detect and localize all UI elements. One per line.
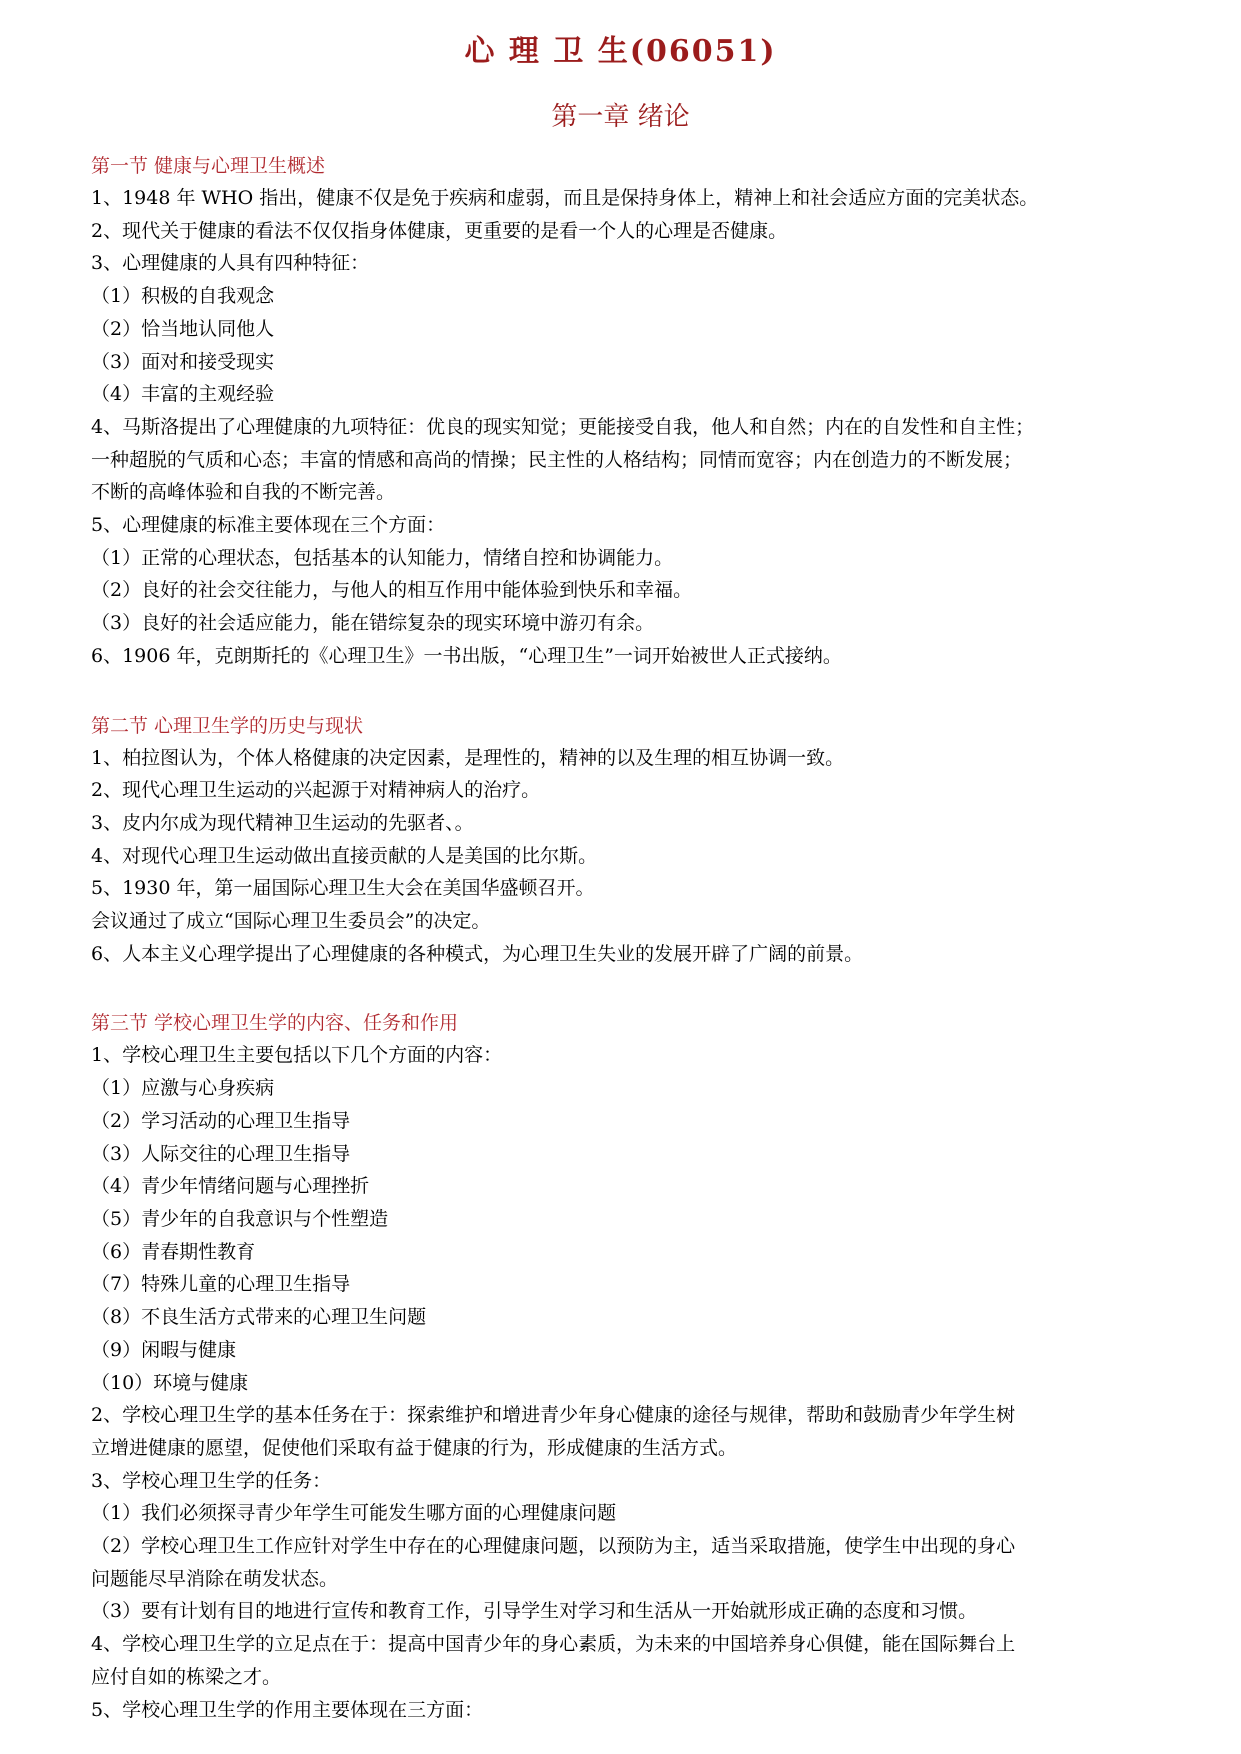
text-line: 1、1948 年 WHO 指出，健康不仅是免于疾病和虚弱，而且是保持身体上，精神上和社会适应方面的完美状态。 xyxy=(91,187,1039,209)
text-line: （5）青少年的自我意识与个性塑造 xyxy=(91,1207,389,1230)
section-heading: 第一节 健康与心理卫生概述 xyxy=(91,155,326,177)
text-line: 4、马斯洛提出了心理健康的九项特征：优良的现实知觉；更能接受自我，他人和自然；内在的自发性和自主性； xyxy=(91,415,1035,438)
text-line: 问题能尽早消除在萌发状态。 xyxy=(91,1567,339,1590)
document-title: 心 理 卫 生(06051) xyxy=(464,34,777,69)
text-line: 不断的高峰体验和自我的不断完善。 xyxy=(91,481,396,504)
document-body xyxy=(91,150,1171,1726)
text-line: 3、学校心理卫生学的任务： xyxy=(91,1469,332,1492)
text-line: 2、学校心理卫生学的基本任务在于：探索维护和增进青少年身心健康的途径与规律，帮助和鼓励青少年学生树 xyxy=(91,1404,1016,1427)
text-line: 3、心理健康的人具有四种特征： xyxy=(91,252,370,275)
text-line: 3、皮内尔成为现代精神卫生运动的先驱者、。 xyxy=(91,811,474,834)
text-line: 2、现代关于健康的看法不仅仅指身体健康，更重要的是看一个人的心理是否健康。 xyxy=(91,219,788,242)
text-line: （2）良好的社会交往能力，与他人的相互作用中能体验到快乐和幸福。 xyxy=(91,579,693,602)
text-line: 1、学校心理卫生主要包括以下几个方面的内容： xyxy=(91,1044,503,1067)
text-line: （7）特殊儿童的心理卫生指导 xyxy=(91,1273,351,1296)
section-spacer xyxy=(91,673,1171,710)
text-line: （4）丰富的主观经验 xyxy=(91,383,275,406)
text-line: （1）应激与心身疾病 xyxy=(91,1077,275,1100)
text-line: （6）青春期性教育 xyxy=(91,1240,256,1263)
text-line: 会议通过了成立“国际心理卫生委员会”的决定。 xyxy=(91,910,491,933)
chapter-title: 第一章 绪论 xyxy=(551,102,690,132)
section-heading: 第三节 学校心理卫生学的内容、任务和作用 xyxy=(91,1012,459,1035)
text-line: （1）积极的自我观念 xyxy=(91,285,275,308)
text-line: 6、1906 年，克朗斯托的《心理卫生》一书出版，“心理卫生”一词开始被世人正式接纳。 xyxy=(91,644,842,667)
text-line: （2）学校心理卫生工作应针对学生中存在的心理健康问题，以预防为主，适当采取措施，使学生中出现的身心 xyxy=(91,1535,1016,1558)
text-line: （4）青少年情绪问题与心理挫折 xyxy=(91,1175,370,1198)
text-line: 1、柏拉图认为，个体人格健康的决定因素，是理性的，精神的以及生理的相互协调一致。 xyxy=(91,746,845,769)
text-line: 2、现代心理卫生运动的兴起源于对精神病人的治疗。 xyxy=(91,779,541,802)
text-line: 5、学校心理卫生学的作用主要体现在三方面： xyxy=(91,1698,484,1721)
section-spacer xyxy=(91,970,1171,1007)
text-line: （1）我们必须探寻青少年学生可能发生哪方面的心理健康问题 xyxy=(91,1502,617,1525)
text-line: 6、人本主义心理学提出了心理健康的各种模式，为心理卫生失业的发展开辟了广阔的前景。 xyxy=(91,942,864,965)
text-line: （9）闲暇与健康 xyxy=(91,1338,237,1361)
text-line: （1）正常的心理状态，包括基本的认知能力，情绪自控和协调能力。 xyxy=(91,546,674,569)
text-line: （3）人际交往的心理卫生指导 xyxy=(91,1142,351,1165)
text-line: 应付自如的栋梁之才。 xyxy=(91,1665,282,1688)
text-line: 5、1930 年，第一届国际心理卫生大会在美国华盛顿召开。 xyxy=(91,877,595,900)
text-line: 一种超脱的气质和心态；丰富的情感和高尚的情操；民主性的人格结构；同情而宽容；内在创造力的不断发展； xyxy=(91,448,1023,471)
section-heading: 第二节 心理卫生学的历史与现状 xyxy=(91,714,364,737)
text-line: 立增进健康的愿望，促使他们采取有益于健康的行为，形成健康的生活方式。 xyxy=(91,1436,738,1459)
text-line: （3）良好的社会适应能力，能在错综复杂的现实环境中游刃有余。 xyxy=(91,612,655,635)
text-line: （2）恰当地认同他人 xyxy=(91,317,275,340)
text-line: （3）要有计划有目的地进行宣传和教育工作，引导学生对学习和生活从一开始就形成正确的态度和习惯。 xyxy=(91,1600,978,1623)
text-line: （2）学习活动的心理卫生指导 xyxy=(91,1109,351,1132)
text-line: 4、对现代心理卫生运动做出直接贡献的人是美国的比尔斯。 xyxy=(91,844,598,867)
text-line: （10）环境与健康 xyxy=(91,1371,249,1394)
text-line: （3）面对和接受现实 xyxy=(91,350,275,373)
text-line: 5、心理健康的标准主要体现在三个方面： xyxy=(91,514,446,537)
text-line: 4、学校心理卫生学的立足点在于：提高中国青少年的身心素质，为未来的中国培养身心俱健，能在国际舞台上 xyxy=(91,1633,1016,1656)
text-line: （8）不良生活方式带来的心理卫生问题 xyxy=(91,1306,427,1329)
